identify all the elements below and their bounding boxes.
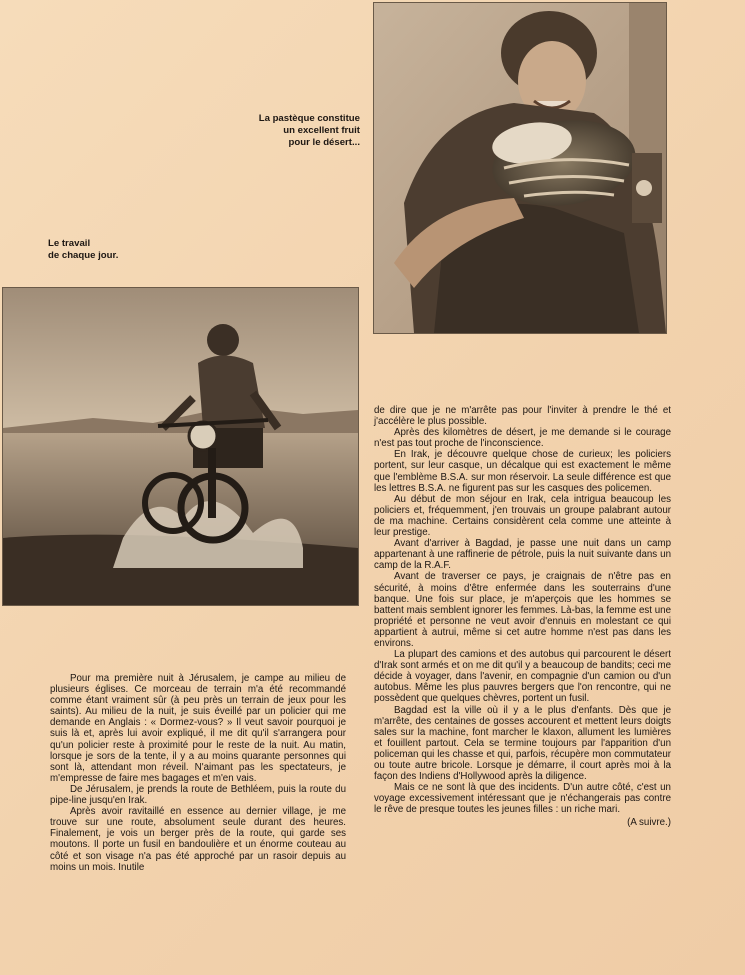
caption-line: Le travail — [48, 238, 91, 249]
paragraph: Après avoir ravitaillé en essence au dernier village, je me trouve sur une route, absolument seule durant des heures. Finalement, je vois un berger près de la route, qui garde ses moutons. Il porte un fusil en bandoulière et un énorme couteau au côté et son visage n'a pas été approché par un rasoir depuis au moins un mois. Inutile — [50, 806, 346, 873]
paragraph: Bagdad est la ville où il y a le plus d'enfants. Dès que je m'arrête, des centaines de gosses accourent et mettent leurs doigts sales sur la machine, font marcher le klaxon, allument les lumières et fouillent partout. Cela se termine toujours par l'apparition d'un policeman qui les chasse et qui, parfois, récupère mon commutateur ou toute autre bricole. Lorsque je démarre, il court après moi à la façon des Indiens d'Hollywood après la diligence. — [374, 704, 671, 783]
paragraph: Pour ma première nuit à Jérusalem, je campe au milieu de plusieurs églises. Ce morceau de terrain m'a été recommandé comme étant vraiment sûr (à peu près un terrain de jeux pour les saints). Au milieu de la nuit, je suis éveillé par un policier qui me demande en Anglais : « Dormez-vous? » Il veut savoir pourquoi je suis là et, après lui avoir expliqué, il me dit qu'il s'arrangera pour qu'un policier reste à proximité pour le reste de la nuit. Au matin, lorsque je sors de la tente, il y a au moins quarante personnes qui sont là, attendant mon réveil. N'aimant pas les spectateurs, je m'empresse de faire mes bagages et m'en vais. — [50, 673, 346, 784]
paragraph: Au début de mon séjour en Irak, cela intrigua beaucoup les policiers et, fréquemment, j'en trouvais un groupe palabrant autour de ma machine. Certains considèrent cela comme une atteinte à leur prestige. — [374, 493, 671, 539]
photo-image — [3, 288, 358, 605]
paragraph: De Jérusalem, je prends la route de Bethléem, puis la route du pipe-line jusqu'en Irak. — [50, 783, 346, 807]
woman-with-watermelon-photo — [373, 2, 667, 334]
caption-line: un excellent fruit — [283, 125, 360, 136]
caption-line: de chaque jour. — [48, 250, 119, 261]
photo-image — [374, 3, 666, 333]
paragraph-continuation: de dire que je ne m'arrête pas pour l'inviter à prendre le thé et j'accélère le plus possible. — [374, 405, 671, 428]
caption-line: pour le désert... — [288, 137, 360, 148]
daily-work-caption — [48, 238, 168, 262]
paragraph: En Irak, je découvre quelque chose de curieux; les policiers portent, sur leur casque, un décalque qui est exactement le même que l'emblème B.S.A. sur mon réservoir. La seule différence est que les lettres B.S.A. ne figurent pas sur les casques des policemen. — [374, 449, 671, 494]
motorcycle-crossing-water-photo — [2, 287, 359, 606]
paragraph: La plupart des camions et des autobus qui parcourent le désert d'Irak sont armés et on me dit qu'il y a beaucoup de bandits; ceci me décide à voyager, dans l'avenir, en compagnie d'un camion ou d'un autobus. Même les plus pauvres bergers que l'on rencontre, qui ne possèdent que quelques chèvres, portent un fusil. — [374, 649, 671, 705]
left-text-column — [50, 673, 346, 873]
right-text-column — [374, 405, 671, 829]
paragraph: Avant de traverser ce pays, je craignais de n'être pas en sécurité, à moins d'être enfermée dans les souterrains d'une banque. Une fois sur place, je m'aperçois que les hommes se battent mais semblent ignorer les femmes. Là-bas, la femme est une propriété et personne ne veut avoir d'ennuis en molestant ce qui appartient à autrui, même si cet autre homme n'est pas dans les environs. — [374, 571, 671, 649]
paragraph: Avant d'arriver à Bagdad, je passe une nuit dans un camp appartenant à une raffinerie de pétrole, puis la nuit suivante dans un camp de la R.A.F. — [374, 538, 671, 572]
paragraph: Après des kilomètres de désert, je me demande si le courage n'est pas tout proche de l'inconscience. — [374, 427, 671, 450]
caption-line: La pastèque constitue — [258, 113, 360, 124]
watermelon-caption — [205, 113, 360, 149]
to-be-continued: (A suivre.) — [627, 817, 671, 829]
paragraph: Mais ce ne sont là que des incidents. D'un autre côté, c'est un voyage excessivement intéressant que je n'échangerais pas contre le rêve de presque toutes les jeunes filles : un riche mari. — [374, 782, 671, 816]
